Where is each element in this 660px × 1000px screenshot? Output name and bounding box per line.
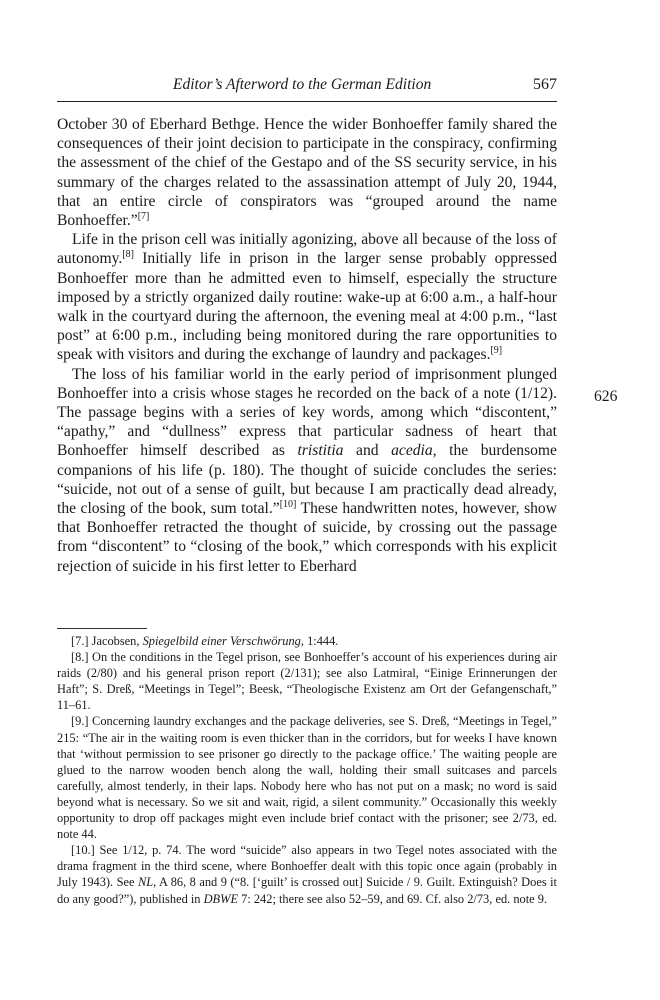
footnote-rule <box>57 628 147 629</box>
footnote-ref-9[interactable]: [9] <box>490 345 503 357</box>
footnote-8: [8.] On the conditions in the Tegel prison, see Bonhoeffer’s account of his experiences during air raids (2/80) and his general prison report (2/131); see also Latmiral, “Einige Erinnerungen der Haft”; S. Dreß, “Meetings in Tegel”; Beesk, “Theologische Existenz am Ort der Gefangenschaft,” 11–61. <box>57 650 557 713</box>
footnotes <box>57 633 557 907</box>
margin-page-number: 626 <box>594 388 618 405</box>
footnote-10: [10.] See 1/12, p. 74. The word “suicide” also appears in two Tegel notes associated with the drama fragment in the third scene, where Bonhoeffer dealt with this topic once again (probably in July 1943). See NL, A 86, 8 and 9 (“8. [‘guilt’ is crossed out] Suicide / 9. Guilt. Extinguish? Does it do any good?”), published in DBWE 7: 242; there see also 52–59, and 69. Cf. also 2/73, ed. note 9. <box>57 843 557 906</box>
header-rule <box>57 101 557 102</box>
page-number: 567 <box>533 76 557 93</box>
footnote-ref-7[interactable]: [7] <box>137 210 150 222</box>
running-header <box>57 76 557 100</box>
paragraph-3: The loss of his familiar world in the early period of imprisonment plunged Bonhoeffer into a crisis whose stages he recorded on the back of a note (1/12). The passage begins with a series of key words, among which “discontent,” “apathy,” and “dullness” express that particular sadness of heart that Bonhoeffer himself described as tristitia and acedia, the burdensome companions of his life (p. 180). The thought of suicide concludes the series: “suicide, not out of a sense of guilt, but because I am practically dead already, the closing of the book, sum total.”[10] These handwritten notes, however, show that Bonhoeffer retracted the thought of suicide, by crossing out the passage from “discontent” to “closing of the book,” which corresponds with his explicit rejection of suicide in his first letter to Eberhard <box>57 365 557 575</box>
footnote-7: [7.] Jacobsen, Spiegelbild einer Verschwörung, 1:444. <box>71 634 339 648</box>
footnote-9: [9.] Concerning laundry exchanges and the package deliveries, see S. Dreß, “Meetings in Tegel,” 215: “The air in the waiting room is even thicker than in the corridors, but for weeks I have known that ‘without permission to see prisoner go directly to the package office.’ The waiting people are glued to the narrow wooden bench along the wall, holding their small suitcases and parcels carefully, almost tenderly, in their laps. Nobody here who has not put on a mask; no word is said beyond what is necessary. So we sit and wait, rigid, a silent community.” Occasionally this weekly opportunity to drop off packages might even include brief contact with the prisoner; see 2/73, ed. note 44. <box>57 714 557 842</box>
footnote-ref-8[interactable]: [8] <box>122 249 134 261</box>
footnote-ref-10[interactable]: [10] <box>279 498 297 510</box>
body-text <box>57 115 557 576</box>
running-header-title: Editor’s Afterword to the German Edition <box>173 76 432 93</box>
paragraph-2: Life in the prison cell was initially agonizing, above all because of the loss of autonomy.[8] Initially life in prison in the larger sense probably oppressed Bonhoeffer more than he admitted even to himself, especially the structure imposed by a strictly organized daily routine: wake-up at 6:00 a.m., a half-hour walk in the courtyard during the afternoon, the evening meal at 4:00 p.m., “last post” at 6:00 p.m., including being monitored during the rare opportunities to speak with visitors and during the exchange of laundry and packages.[9] <box>57 231 557 364</box>
paragraph-1: October 30 of Eberhard Bethge. Hence the wider Bonhoeffer family shared the consequences of their joint decision to participate in the conspiracy, confirming the assessment of the chief of the Gestapo and of the SS security service, in his summary of the charges related to the assassination attempt of July 20, 1944, that an entire circle of conspirators was “grouped around the name Bonhoeffer.”[7] <box>57 116 557 230</box>
